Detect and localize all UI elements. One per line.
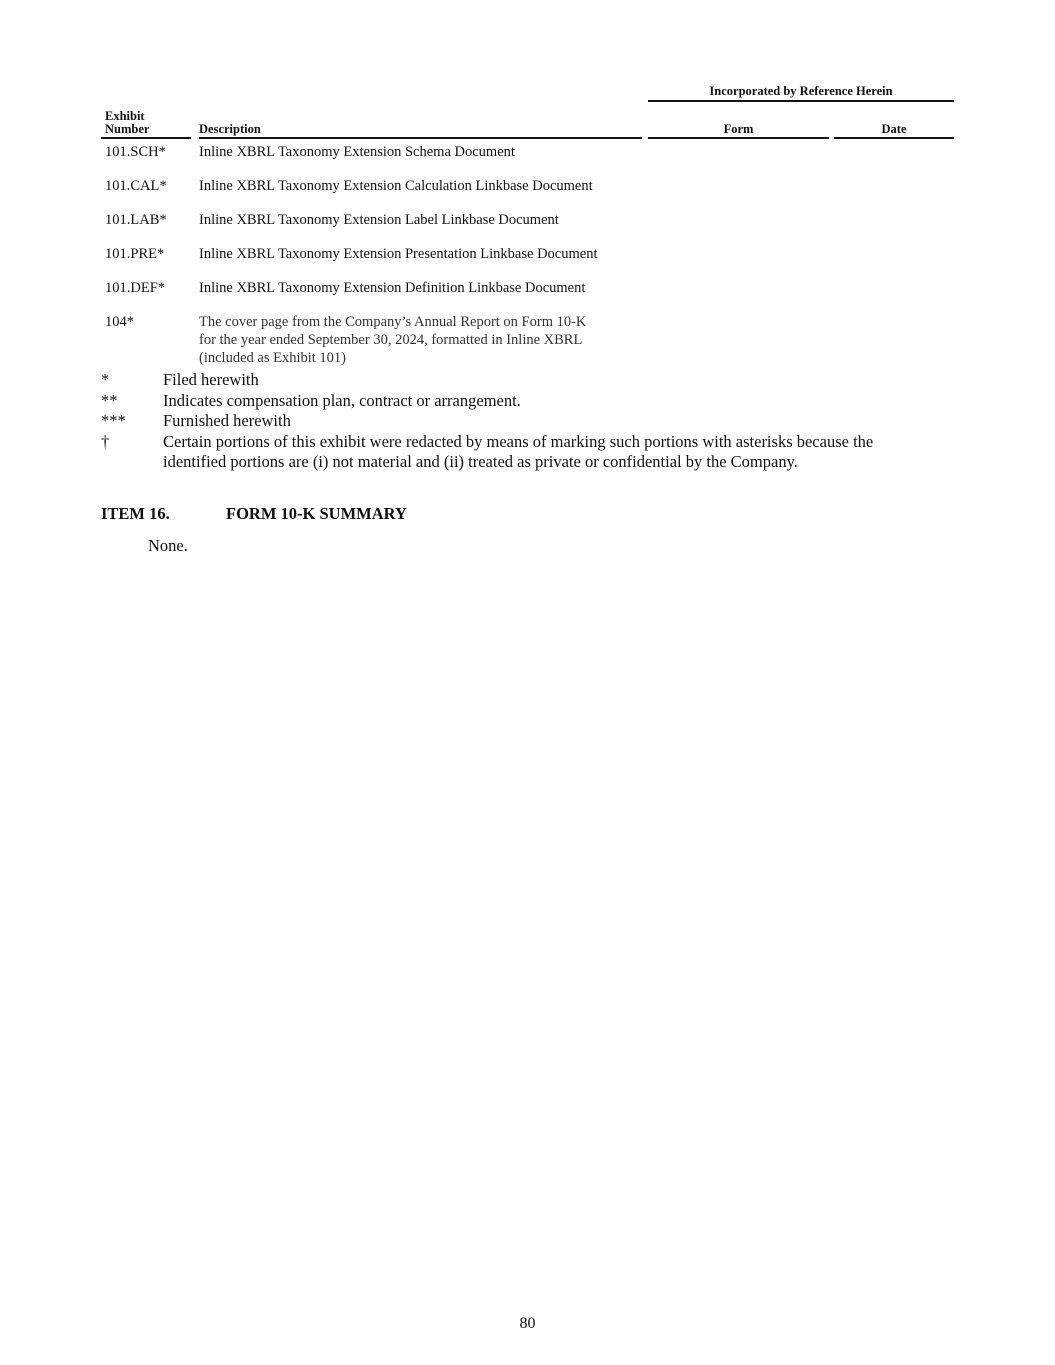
footnote-mark: * xyxy=(101,370,110,389)
exhibit-number: 101.PRE* xyxy=(105,246,165,262)
exhibit-number: 101.CAL* xyxy=(105,178,167,194)
footnote-mark: ** xyxy=(101,390,118,410)
exhibit-description xyxy=(199,309,642,379)
description-line: The cover page from the Company’s Annual Report on Form 10-K xyxy=(199,314,587,330)
table-row xyxy=(101,173,954,207)
exhibit-number: 101.DEF* xyxy=(105,280,166,296)
exhibit-table xyxy=(101,80,954,379)
footnote-text: Furnished herewith xyxy=(163,411,291,430)
footnote-mark: *** xyxy=(101,411,126,430)
exhibit-number-header-line1: Exhibit xyxy=(105,109,145,123)
exhibit-number: 101.SCH* xyxy=(105,144,166,160)
exhibit-form xyxy=(648,207,829,241)
item-16-heading xyxy=(101,504,407,524)
exhibit-description: Inline XBRL Taxonomy Extension Calculation Linkbase Document xyxy=(199,178,593,194)
exhibit-number-header-line2: Number xyxy=(105,122,150,136)
item-title: FORM 10-K SUMMARY xyxy=(226,504,407,523)
table-row xyxy=(101,207,954,241)
exhibit-description: Inline XBRL Taxonomy Extension Definition Linkbase Document xyxy=(199,280,586,296)
exhibit-date xyxy=(834,275,954,309)
page-number: 80 xyxy=(519,1315,536,1332)
footnote-text: Certain portions of this exhibit were redacted by means of marking such portions with asterisks because the identified portions are (i) not material and (ii) treated as private or confidential by the Company. xyxy=(163,431,874,471)
exhibit-description: Inline XBRL Taxonomy Extension Presentation Linkbase Document xyxy=(199,246,598,262)
exhibit-number: 104* xyxy=(105,314,134,330)
footnote-mark: † xyxy=(101,431,110,451)
footnote-text: Filed herewith xyxy=(163,370,259,389)
footnotes xyxy=(101,370,921,473)
description-header: Description xyxy=(199,102,642,139)
footnote xyxy=(101,391,921,412)
footnote xyxy=(101,411,921,432)
footnote xyxy=(101,370,921,391)
exhibit-form xyxy=(648,173,829,207)
table-row xyxy=(101,309,954,379)
exhibit-description: Inline XBRL Taxonomy Extension Label Linkbase Document xyxy=(199,212,559,228)
exhibit-number-header xyxy=(101,102,191,139)
item-number: ITEM 16. xyxy=(101,504,170,523)
exhibit-description: Inline XBRL Taxonomy Extension Schema Document xyxy=(199,144,515,160)
exhibit-date xyxy=(834,139,954,173)
exhibit-form xyxy=(648,241,829,275)
table-row xyxy=(101,275,954,309)
incorporated-by-reference-header: Incorporated by Reference Herein xyxy=(648,80,954,102)
exhibit-date xyxy=(834,173,954,207)
exhibit-form xyxy=(648,139,829,173)
description-line: (included as Exhibit 101) xyxy=(199,350,346,366)
footnote-text: Indicates compensation plan, contract or arrangement. xyxy=(163,390,521,410)
exhibit-number: 101.LAB* xyxy=(105,212,167,228)
exhibit-date xyxy=(834,241,954,275)
exhibit-date xyxy=(834,207,954,241)
description-line: for the year ended September 30, 2024, formatted in Inline XBRL xyxy=(199,332,583,348)
footnote xyxy=(101,432,921,473)
exhibit-form xyxy=(648,275,829,309)
date-header: Date xyxy=(834,102,954,139)
table-row xyxy=(101,139,954,173)
form-header: Form xyxy=(648,102,829,139)
item-16-body: None. xyxy=(148,536,188,555)
table-row xyxy=(101,241,954,275)
